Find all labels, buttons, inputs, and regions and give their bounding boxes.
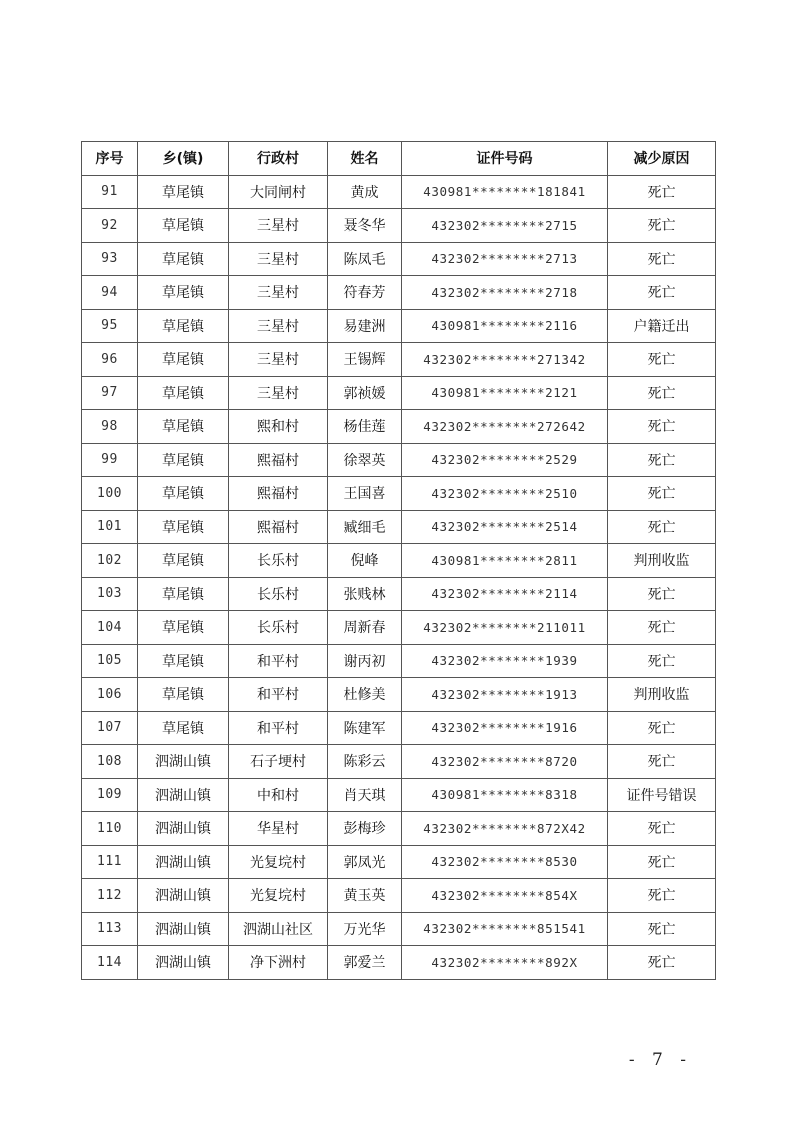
table-row [82, 510, 716, 544]
row-name: 臧细毛 [328, 510, 402, 544]
table-row [82, 812, 716, 846]
row-village: 华星村 [229, 812, 328, 846]
row-reason: 死亡 [608, 443, 716, 477]
row-reason: 死亡 [608, 711, 716, 745]
row-id-number: 432302********2715 [402, 209, 608, 243]
row-seq: 110 [82, 812, 138, 846]
row-id-number: 432302********211011 [402, 611, 608, 645]
row-village: 长乐村 [229, 611, 328, 645]
row-id-number: 432302********851541 [402, 912, 608, 946]
row-village: 大同闸村 [229, 175, 328, 209]
row-reason: 死亡 [608, 912, 716, 946]
row-village: 石子埂村 [229, 745, 328, 779]
row-name: 易建洲 [328, 309, 402, 343]
row-seq: 107 [82, 711, 138, 745]
row-seq: 92 [82, 209, 138, 243]
row-reason: 死亡 [608, 611, 716, 645]
row-name: 郭凤光 [328, 845, 402, 879]
row-seq: 96 [82, 343, 138, 377]
row-township: 泗湖山镇 [138, 912, 229, 946]
table-row [82, 711, 716, 745]
row-id-number: 430981********8318 [402, 778, 608, 812]
table-row [82, 946, 716, 980]
table-row [82, 611, 716, 645]
row-id-number: 432302********1916 [402, 711, 608, 745]
row-reason: 死亡 [608, 175, 716, 209]
row-seq: 95 [82, 309, 138, 343]
row-id-number: 432302********854X [402, 879, 608, 913]
row-seq: 103 [82, 577, 138, 611]
row-township: 草尾镇 [138, 376, 229, 410]
row-township: 草尾镇 [138, 410, 229, 444]
row-township: 草尾镇 [138, 175, 229, 209]
row-id-number: 432302********2514 [402, 510, 608, 544]
row-village: 三星村 [229, 242, 328, 276]
row-township: 泗湖山镇 [138, 879, 229, 913]
table-row [82, 745, 716, 779]
row-village: 三星村 [229, 209, 328, 243]
row-village: 熙福村 [229, 510, 328, 544]
header-township: 乡(镇) [138, 142, 229, 176]
table-row [82, 242, 716, 276]
row-seq: 91 [82, 175, 138, 209]
row-township: 泗湖山镇 [138, 778, 229, 812]
table-row [82, 778, 716, 812]
row-id-number: 432302********1913 [402, 678, 608, 712]
row-seq: 97 [82, 376, 138, 410]
row-name: 周新春 [328, 611, 402, 645]
header-village: 行政村 [229, 142, 328, 176]
row-name: 徐翠英 [328, 443, 402, 477]
table-row [82, 644, 716, 678]
row-village: 和平村 [229, 644, 328, 678]
reduction-roster-table [81, 141, 716, 980]
row-name: 张贱林 [328, 577, 402, 611]
row-reason: 死亡 [608, 879, 716, 913]
table-row [82, 309, 716, 343]
table-body [82, 175, 716, 979]
row-township: 泗湖山镇 [138, 845, 229, 879]
row-township: 草尾镇 [138, 276, 229, 310]
header-seq: 序号 [82, 142, 138, 176]
row-name: 黄玉英 [328, 879, 402, 913]
row-reason: 死亡 [608, 410, 716, 444]
table-row [82, 410, 716, 444]
row-township: 草尾镇 [138, 477, 229, 511]
row-village: 熙福村 [229, 443, 328, 477]
row-seq: 112 [82, 879, 138, 913]
row-seq: 108 [82, 745, 138, 779]
row-village: 中和村 [229, 778, 328, 812]
row-reason: 死亡 [608, 812, 716, 846]
row-township: 泗湖山镇 [138, 745, 229, 779]
row-reason: 判刑收监 [608, 678, 716, 712]
row-seq: 94 [82, 276, 138, 310]
row-seq: 109 [82, 778, 138, 812]
table-row [82, 175, 716, 209]
row-reason: 证件号错误 [608, 778, 716, 812]
row-village: 光复垸村 [229, 879, 328, 913]
row-name: 肖天琪 [328, 778, 402, 812]
row-township: 草尾镇 [138, 577, 229, 611]
table-row [82, 912, 716, 946]
row-name: 陈凤毛 [328, 242, 402, 276]
row-name: 符春芳 [328, 276, 402, 310]
row-reason: 死亡 [608, 644, 716, 678]
row-village: 三星村 [229, 343, 328, 377]
row-reason: 死亡 [608, 477, 716, 511]
header-id-number: 证件号码 [402, 142, 608, 176]
row-name: 陈建军 [328, 711, 402, 745]
row-id-number: 430981********2811 [402, 544, 608, 578]
table-row [82, 477, 716, 511]
table-row [82, 209, 716, 243]
row-seq: 99 [82, 443, 138, 477]
row-seq: 101 [82, 510, 138, 544]
row-name: 倪峰 [328, 544, 402, 578]
row-name: 万光华 [328, 912, 402, 946]
row-reason: 死亡 [608, 376, 716, 410]
table-row [82, 678, 716, 712]
row-name: 谢丙初 [328, 644, 402, 678]
row-township: 草尾镇 [138, 711, 229, 745]
row-village: 和平村 [229, 678, 328, 712]
row-id-number: 432302********2718 [402, 276, 608, 310]
row-id-number: 432302********2529 [402, 443, 608, 477]
table-row [82, 845, 716, 879]
row-id-number: 432302********2713 [402, 242, 608, 276]
row-village: 长乐村 [229, 577, 328, 611]
row-name: 彭梅珍 [328, 812, 402, 846]
row-township: 泗湖山镇 [138, 946, 229, 980]
row-township: 草尾镇 [138, 343, 229, 377]
row-reason: 死亡 [608, 209, 716, 243]
table-row [82, 276, 716, 310]
row-id-number: 432302********872X42 [402, 812, 608, 846]
row-reason: 死亡 [608, 577, 716, 611]
row-seq: 111 [82, 845, 138, 879]
row-name: 郭爱兰 [328, 946, 402, 980]
row-seq: 113 [82, 912, 138, 946]
row-name: 聂冬华 [328, 209, 402, 243]
row-township: 草尾镇 [138, 678, 229, 712]
row-village: 三星村 [229, 309, 328, 343]
row-seq: 93 [82, 242, 138, 276]
row-village: 光复垸村 [229, 845, 328, 879]
row-id-number: 430981********2116 [402, 309, 608, 343]
row-seq: 98 [82, 410, 138, 444]
row-village: 熙福村 [229, 477, 328, 511]
row-name: 王国喜 [328, 477, 402, 511]
row-township: 泗湖山镇 [138, 812, 229, 846]
table-row [82, 577, 716, 611]
table-header-row [82, 142, 716, 176]
header-reason: 减少原因 [608, 142, 716, 176]
row-village: 和平村 [229, 711, 328, 745]
row-village: 长乐村 [229, 544, 328, 578]
row-township: 草尾镇 [138, 309, 229, 343]
row-reason: 死亡 [608, 745, 716, 779]
row-township: 草尾镇 [138, 443, 229, 477]
row-reason: 死亡 [608, 946, 716, 980]
row-id-number: 432302********272642 [402, 410, 608, 444]
row-name: 郭祯媛 [328, 376, 402, 410]
row-village: 三星村 [229, 276, 328, 310]
row-name: 杨佳莲 [328, 410, 402, 444]
row-seq: 114 [82, 946, 138, 980]
row-township: 草尾镇 [138, 544, 229, 578]
row-seq: 106 [82, 678, 138, 712]
row-id-number: 432302********271342 [402, 343, 608, 377]
row-reason: 死亡 [608, 276, 716, 310]
row-name: 王锡辉 [328, 343, 402, 377]
row-reason: 死亡 [608, 845, 716, 879]
row-id-number: 432302********1939 [402, 644, 608, 678]
row-village: 净下洲村 [229, 946, 328, 980]
row-name: 黄成 [328, 175, 402, 209]
row-village: 三星村 [229, 376, 328, 410]
table-row [82, 376, 716, 410]
row-id-number: 432302********8530 [402, 845, 608, 879]
page-number: - 7 - [628, 1050, 692, 1070]
table-row [82, 879, 716, 913]
row-id-number: 432302********8720 [402, 745, 608, 779]
table-row [82, 443, 716, 477]
row-village: 熙和村 [229, 410, 328, 444]
row-id-number: 430981********181841 [402, 175, 608, 209]
row-seq: 104 [82, 611, 138, 645]
table-row [82, 544, 716, 578]
row-township: 草尾镇 [138, 510, 229, 544]
row-name: 杜修美 [328, 678, 402, 712]
row-id-number: 432302********892X [402, 946, 608, 980]
row-id-number: 432302********2510 [402, 477, 608, 511]
row-village: 泗湖山社区 [229, 912, 328, 946]
row-seq: 100 [82, 477, 138, 511]
row-id-number: 430981********2121 [402, 376, 608, 410]
row-id-number: 432302********2114 [402, 577, 608, 611]
row-township: 草尾镇 [138, 644, 229, 678]
table-row [82, 343, 716, 377]
header-name: 姓名 [328, 142, 402, 176]
row-township: 草尾镇 [138, 611, 229, 645]
row-reason: 户籍迁出 [608, 309, 716, 343]
row-reason: 判刑收监 [608, 544, 716, 578]
row-reason: 死亡 [608, 510, 716, 544]
row-seq: 105 [82, 644, 138, 678]
row-township: 草尾镇 [138, 209, 229, 243]
row-reason: 死亡 [608, 242, 716, 276]
row-seq: 102 [82, 544, 138, 578]
row-reason: 死亡 [608, 343, 716, 377]
row-name: 陈彩云 [328, 745, 402, 779]
row-township: 草尾镇 [138, 242, 229, 276]
